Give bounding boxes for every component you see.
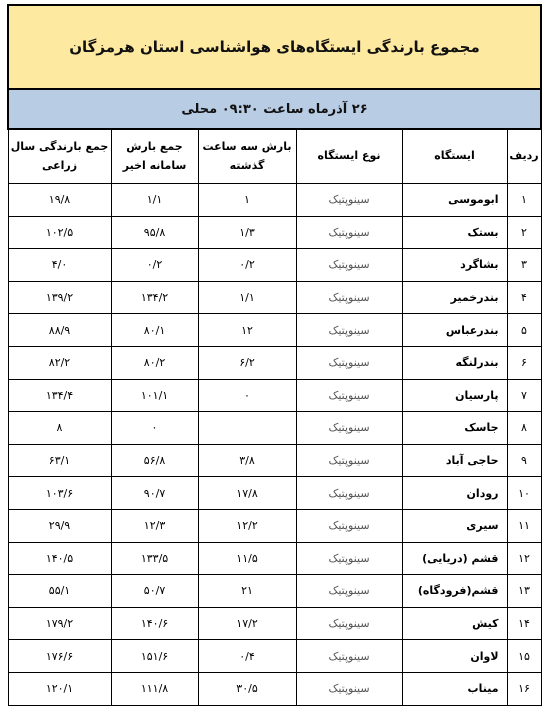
row-index: ۱۱: [507, 509, 541, 542]
rainfall-sheet: [7, 4, 540, 706]
station-type: سینوپتیک: [296, 379, 402, 412]
station-type: سینوپتیک: [296, 314, 402, 347]
table-row: [8, 477, 541, 510]
table-row: [8, 281, 541, 314]
table-row: [8, 509, 541, 542]
rain-3h-value: ۱/۳: [198, 216, 296, 249]
row-index: ۴: [507, 281, 541, 314]
system-total-value: ۱۴۰/۶: [111, 607, 198, 640]
row-index: ۱۰: [507, 477, 541, 510]
station-name: پارسیان: [402, 379, 507, 412]
row-index: ۱۲: [507, 542, 541, 575]
rain-3h-value: ۰/۴: [198, 640, 296, 673]
row-index: ۱۶: [507, 672, 541, 705]
rain-3h-value: ۱/۱: [198, 281, 296, 314]
row-index: ۱۴: [507, 607, 541, 640]
rain-3h-value: ۱: [198, 184, 296, 217]
system-total-value: ۰/۲: [111, 249, 198, 282]
table-row: [8, 607, 541, 640]
system-total-value: ۰: [111, 412, 198, 445]
year-total-value: ۴/۰: [8, 249, 111, 282]
rain-3h-value: ۰: [198, 379, 296, 412]
rain-3h-value: ۱۲/۲: [198, 509, 296, 542]
column-header-year-total: جمع بارندگی سال زراعی: [8, 129, 111, 184]
year-total-value: ۵۵/۱: [8, 575, 111, 608]
year-total-value: ۱۳۹/۲: [8, 281, 111, 314]
station-type: سینوپتیک: [296, 542, 402, 575]
year-total-value: ۱۰۲/۵: [8, 216, 111, 249]
station-name: بندرخمیر: [402, 281, 507, 314]
station-type: سینوپتیک: [296, 575, 402, 608]
rain-3h-value: ۱۲: [198, 314, 296, 347]
system-total-value: ۱۵۱/۶: [111, 640, 198, 673]
station-name: جاسک: [402, 412, 507, 445]
row-index: ۲: [507, 216, 541, 249]
system-total-value: ۵۰/۷: [111, 575, 198, 608]
year-total-value: ۸: [8, 412, 111, 445]
table-row: [8, 672, 541, 705]
system-total-value: ۵۶/۸: [111, 444, 198, 477]
rain-3h-value: ۶/۲: [198, 346, 296, 379]
table-row: [8, 412, 541, 445]
station-name: ابوموسی: [402, 184, 507, 217]
table-row: [8, 379, 541, 412]
year-total-value: ۱۳۴/۴: [8, 379, 111, 412]
station-name: بندرلنگه: [402, 346, 507, 379]
system-total-value: ۱/۱: [111, 184, 198, 217]
row-index: ۹: [507, 444, 541, 477]
rain-3h-value: ۲۱: [198, 575, 296, 608]
station-type: سینوپتیک: [296, 444, 402, 477]
station-name: لاوان: [402, 640, 507, 673]
rain-3h-value: ۰/۲: [198, 249, 296, 282]
table-row: [8, 444, 541, 477]
system-total-value: ۹۵/۸: [111, 216, 198, 249]
year-total-value: ۱۷۶/۶: [8, 640, 111, 673]
table-row: [8, 184, 541, 217]
row-index: ۸: [507, 412, 541, 445]
station-name: رودان: [402, 477, 507, 510]
column-header-rain-3h: بارش سه ساعت گذشته: [198, 129, 296, 184]
station-type: سینوپتیک: [296, 281, 402, 314]
rain-3h-value: [198, 412, 296, 445]
table-row: [8, 216, 541, 249]
year-total-value: ۱۹/۸: [8, 184, 111, 217]
system-total-value: ۱۲/۳: [111, 509, 198, 542]
station-name: بشاگرد: [402, 249, 507, 282]
station-type: سینوپتیک: [296, 640, 402, 673]
row-index: ۱۵: [507, 640, 541, 673]
row-index: ۱۳: [507, 575, 541, 608]
column-header-station-type: نوع ایستگاه: [296, 129, 402, 184]
rain-3h-value: ۱۷/۸: [198, 477, 296, 510]
table-row: [8, 249, 541, 282]
year-total-value: ۶۳/۱: [8, 444, 111, 477]
rainfall-table: [7, 4, 542, 706]
station-name: کیش: [402, 607, 507, 640]
row-index: ۷: [507, 379, 541, 412]
year-total-value: ۱۷۹/۲: [8, 607, 111, 640]
station-name: حاجی آباد: [402, 444, 507, 477]
year-total-value: ۱۲۰/۱: [8, 672, 111, 705]
date-time-line: ۲۶ آذرماه ساعت ۰۹:۳۰ محلی: [8, 89, 541, 129]
rain-3h-value: ۱۱/۵: [198, 542, 296, 575]
station-type: سینوپتیک: [296, 216, 402, 249]
column-header-index: ردیف: [507, 129, 541, 184]
year-total-value: ۱۰۳/۶: [8, 477, 111, 510]
table-title: مجموع بارندگی ایستگاه‌های هواشناسی استان هرمزگان: [8, 5, 541, 89]
station-type: سینوپتیک: [296, 412, 402, 445]
station-type: سینوپتیک: [296, 346, 402, 379]
rain-3h-value: ۳۰/۵: [198, 672, 296, 705]
station-type: سینوپتیک: [296, 672, 402, 705]
system-total-value: ۱۰۱/۱: [111, 379, 198, 412]
system-total-value: ۱۳۴/۲: [111, 281, 198, 314]
year-total-value: ۱۴۰/۵: [8, 542, 111, 575]
station-name: سیری: [402, 509, 507, 542]
column-header-row: [8, 129, 541, 184]
station-type: سینوپتیک: [296, 477, 402, 510]
system-total-value: ۱۱۱/۸: [111, 672, 198, 705]
station-type: سینوپتیک: [296, 509, 402, 542]
column-header-station: ایستگاه: [402, 129, 507, 184]
year-total-value: ۸۸/۹: [8, 314, 111, 347]
station-type: سینوپتیک: [296, 607, 402, 640]
column-header-system-total: جمع بارش سامانه اخیر: [111, 129, 198, 184]
station-name: بستک: [402, 216, 507, 249]
system-total-value: ۹۰/۷: [111, 477, 198, 510]
system-total-value: ۱۳۳/۵: [111, 542, 198, 575]
year-total-value: ۲۹/۹: [8, 509, 111, 542]
station-type: سینوپتیک: [296, 249, 402, 282]
row-index: ۵: [507, 314, 541, 347]
table-row: [8, 542, 541, 575]
system-total-value: ۸۰/۱: [111, 314, 198, 347]
station-name: قشم (دریایی): [402, 542, 507, 575]
station-name: میناب: [402, 672, 507, 705]
station-type: سینوپتیک: [296, 184, 402, 217]
row-index: ۳: [507, 249, 541, 282]
table-row: [8, 575, 541, 608]
table-row: [8, 346, 541, 379]
rain-3h-value: ۳/۸: [198, 444, 296, 477]
table-row: [8, 640, 541, 673]
row-index: ۱: [507, 184, 541, 217]
year-total-value: ۸۲/۲: [8, 346, 111, 379]
row-index: ۶: [507, 346, 541, 379]
system-total-value: ۸۰/۲: [111, 346, 198, 379]
table-row: [8, 314, 541, 347]
rain-3h-value: ۱۷/۲: [198, 607, 296, 640]
station-name: قشم(فرودگاه): [402, 575, 507, 608]
station-name: بندرعباس: [402, 314, 507, 347]
